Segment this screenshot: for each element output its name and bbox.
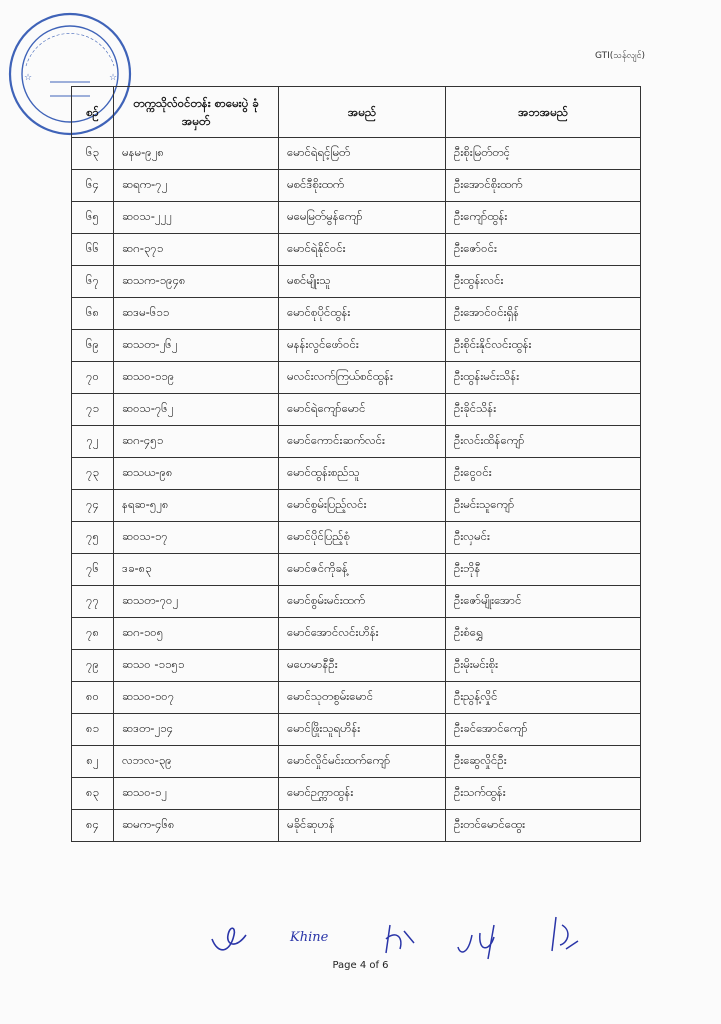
cell-name: မစင်ဒီစိုးထက် <box>279 170 446 202</box>
table-row <box>72 362 641 394</box>
cell-name: မစင်မျိုးသူ <box>279 266 446 298</box>
signature-4 <box>458 925 494 959</box>
cell-father: ဦးမိုးမင်းစိုး <box>446 650 641 682</box>
cell-name: မောင်ဇင်ကိုခန့် <box>279 554 446 586</box>
cell-no: ၆၄ <box>72 170 114 202</box>
cell-roll: ဆသယ-၉၈ <box>114 458 279 490</box>
table-row <box>72 778 641 810</box>
cell-name: မလင်းလက်ကြယ်စင်ထွန်း <box>279 362 446 394</box>
cell-roll: ဆသတ-၇၀၂ <box>114 586 279 618</box>
cell-no: ၇၈ <box>72 618 114 650</box>
table-row <box>72 330 641 362</box>
student-table <box>71 86 641 842</box>
table-row <box>72 746 641 778</box>
cell-father: ဦးစိုးမြတ်တင့် <box>446 138 641 170</box>
cell-father: ဦးသက်ထွန်း <box>446 778 641 810</box>
cell-no: ၇၉ <box>72 650 114 682</box>
cell-no: ၆၉ <box>72 330 114 362</box>
table-row <box>72 490 641 522</box>
table-row <box>72 170 641 202</box>
cell-father: ဦးလှမင်း <box>446 522 641 554</box>
cell-roll: ဆဂ-၃၇၁ <box>114 234 279 266</box>
cell-no: ၈၃ <box>72 778 114 810</box>
cell-no: ၈၄ <box>72 810 114 842</box>
cell-roll: ဆဒမ-၆၁၁ <box>114 298 279 330</box>
cell-father: ဦးမင်းသူကျော် <box>446 490 641 522</box>
table-row <box>72 458 641 490</box>
signature-5 <box>552 917 578 951</box>
table-row <box>72 650 641 682</box>
signature-row <box>190 905 610 965</box>
column-header-name: အမည် <box>279 87 446 138</box>
cell-no: ၈၁ <box>72 714 114 746</box>
cell-no: ၆၅ <box>72 202 114 234</box>
table-row <box>72 682 641 714</box>
cell-father: ဦးဆွေလှိုင်ဦး <box>446 746 641 778</box>
cell-roll: လဘလ-၃၉ <box>114 746 279 778</box>
cell-roll: ဆသက-၁၉၄၈ <box>114 266 279 298</box>
cell-roll: ဆဂ-၄၅၁ <box>114 426 279 458</box>
column-header-no: စဉ် <box>72 87 114 138</box>
cell-roll: ဆမက-၄၆၈ <box>114 810 279 842</box>
cell-father: ဦးစံရွှေ <box>446 618 641 650</box>
cell-no: ၇၂ <box>72 426 114 458</box>
table-row <box>72 234 641 266</box>
cell-no: ၇၆ <box>72 554 114 586</box>
cell-father: ဦးလင်းထိန်ကျော် <box>446 426 641 458</box>
cell-father: ဦးခင်အောင်ကျော် <box>446 714 641 746</box>
signatures-graphic <box>190 905 610 965</box>
cell-name: မဟေမာနီဦး <box>279 650 446 682</box>
cell-father: ဦးငွေဝင်း <box>446 458 641 490</box>
cell-name: မောင်သုတစွမ်းမောင် <box>279 682 446 714</box>
table-row <box>72 810 641 842</box>
cell-roll: ဆသဝ -၁၁၅၁ <box>114 650 279 682</box>
cell-roll: ဆသတ-၂၆၂ <box>114 330 279 362</box>
cell-father: ဦးခိုင်သိန်း <box>446 394 641 426</box>
cell-name: မောင်ရဲနိုင်ဝင်း <box>279 234 446 266</box>
cell-roll: ဆဒတ-၂၁၄ <box>114 714 279 746</box>
cell-roll: နရဆ-၅၂၈ <box>114 490 279 522</box>
cell-roll: ဆသဝ-၁၁၉ <box>114 362 279 394</box>
table-body <box>72 138 641 842</box>
cell-name: မောင်စွမ်းမင်းထက် <box>279 586 446 618</box>
cell-father: ဦးတင်မောင်ထွေး <box>446 810 641 842</box>
cell-name: မောင်ကောင်းဆက်လင်း <box>279 426 446 458</box>
cell-name: မောင်စွမ်းပြည့်လင်း <box>279 490 446 522</box>
cell-no: ၆၇ <box>72 266 114 298</box>
cell-name: မောင်ဖြိုးသူရဟိန်း <box>279 714 446 746</box>
cell-father: ဦးစိုင်းနိုင်လင်းထွန်း <box>446 330 641 362</box>
cell-name: မခိုင်ဆုဟန် <box>279 810 446 842</box>
cell-name: မမေမြတ်မွန်ကျော် <box>279 202 446 234</box>
cell-name: မောင်ရဲရင့်မြတ် <box>279 138 446 170</box>
signature-2-name: Khine <box>290 930 329 945</box>
cell-name: မောင်ပိုင်ပြည့်စုံ <box>279 522 446 554</box>
table-header-row <box>72 87 641 138</box>
cell-father: ဦးဘိုနီ <box>446 554 641 586</box>
cell-no: ၇၅ <box>72 522 114 554</box>
cell-roll: ဆသဝ-၁၀၇ <box>114 682 279 714</box>
cell-no: ၈၂ <box>72 746 114 778</box>
cell-roll: ဆရက-၇၂ <box>114 170 279 202</box>
cell-name: မောင်စုပိုင်ထွန်း <box>279 298 446 330</box>
cell-no: ၆၈ <box>72 298 114 330</box>
cell-name: မောင်ထွန်းစည်သူ <box>279 458 446 490</box>
table-row <box>72 298 641 330</box>
signature-1 <box>212 928 246 950</box>
cell-father: ဦးအောင်စိုးထက် <box>446 170 641 202</box>
cell-roll: ဆဝသ-၁၇ <box>114 522 279 554</box>
cell-roll: မနမ-၉၂၈ <box>114 138 279 170</box>
cell-father: ဦးဇော်မျိုးအောင် <box>446 586 641 618</box>
cell-father: ဦးညွန့်လှိုင် <box>446 682 641 714</box>
cell-name: မောင်ဉက္ကာထွန်း <box>279 778 446 810</box>
signature-3 <box>386 925 414 953</box>
cell-name: မောင်ရဲကျော်မောင် <box>279 394 446 426</box>
table-row <box>72 426 641 458</box>
cell-roll: ဆဝသ-၇၆၂ <box>114 394 279 426</box>
table-row <box>72 394 641 426</box>
cell-name: မောင်အောင်လင်းဟိန်း <box>279 618 446 650</box>
cell-no: ၆၆ <box>72 234 114 266</box>
table-row <box>72 714 641 746</box>
table-row <box>72 618 641 650</box>
cell-no: ၇၄ <box>72 490 114 522</box>
cell-no: ၇၀ <box>72 362 114 394</box>
cell-roll: ဒခ-၈၃ <box>114 554 279 586</box>
cell-no: ၇၇ <box>72 586 114 618</box>
table-row <box>72 554 641 586</box>
cell-roll: ဆသဝ-၁၂ <box>114 778 279 810</box>
column-header-father: အဘအမည် <box>446 87 641 138</box>
table-row <box>72 586 641 618</box>
table-row <box>72 522 641 554</box>
cell-father: ဦးဇော်ဝင်း <box>446 234 641 266</box>
cell-father: ဦးကျော်ထွန်း <box>446 202 641 234</box>
cell-father: ဦးထွန်းလင်း <box>446 266 641 298</box>
cell-no: ၇၃ <box>72 458 114 490</box>
cell-name: မောင်လှိုင်မင်းထက်ကျော် <box>279 746 446 778</box>
cell-father: ဦးအောင်ဝင်းရှိန် <box>446 298 641 330</box>
cell-no: ၇၁ <box>72 394 114 426</box>
column-header-roll: တက္ကသိုလ်ဝင်တန်း စာမေးပွဲ ခုံအမှတ် <box>114 87 279 138</box>
table-row <box>72 266 641 298</box>
document-reference: GTI(သန်လျင်) <box>594 51 645 61</box>
cell-roll: ဆဝသ-၂၂၂ <box>114 202 279 234</box>
cell-name: မနန်းလွင်ဖော်ဝင်း <box>279 330 446 362</box>
page-number: Page 4 of 6 <box>332 960 389 971</box>
cell-no: ၈၀ <box>72 682 114 714</box>
cell-roll: ဆဂ-၁၀၅ <box>114 618 279 650</box>
table-row <box>72 138 641 170</box>
cell-no: ၆၃ <box>72 138 114 170</box>
svg-text:☆: ☆ <box>109 73 118 83</box>
cell-father: ဦးထွန်းမင်းသိန်း <box>446 362 641 394</box>
svg-text:☆: ☆ <box>24 73 33 83</box>
table-row <box>72 202 641 234</box>
